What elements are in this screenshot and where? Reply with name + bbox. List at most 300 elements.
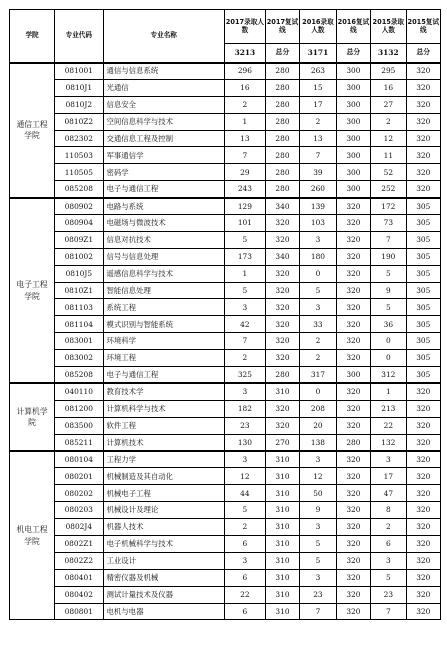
major-name: 军事通信学 bbox=[103, 147, 224, 164]
table-row bbox=[10, 316, 441, 333]
major-code: 080104 bbox=[55, 451, 103, 468]
major-name: 信息安全 bbox=[103, 96, 224, 113]
admitted-2016: 5 bbox=[300, 282, 337, 299]
admitted-2015: 52 bbox=[371, 164, 406, 181]
admitted-2017: 1 bbox=[224, 113, 265, 130]
admitted-2015: 190 bbox=[371, 248, 406, 265]
retest-line-2015: 320 bbox=[406, 79, 440, 96]
retest-line-2016: 300 bbox=[336, 164, 370, 181]
major-code: 110505 bbox=[55, 164, 103, 181]
table-row bbox=[10, 79, 441, 96]
major-name: 电子机械科学与技术 bbox=[103, 535, 224, 552]
admitted-2015: 16 bbox=[371, 79, 406, 96]
table-row bbox=[10, 552, 441, 569]
admitted-2016: 23 bbox=[300, 586, 337, 603]
major-code: 085208 bbox=[55, 181, 103, 198]
retest-line-2017: 280 bbox=[265, 164, 299, 181]
admitted-2016: 208 bbox=[300, 400, 337, 417]
retest-line-2017: 320 bbox=[265, 350, 299, 367]
retest-line-2016: 320 bbox=[336, 417, 370, 434]
admitted-2017: 5 bbox=[224, 502, 265, 519]
major-code: 080401 bbox=[55, 569, 103, 586]
major-code: 0810Z1 bbox=[55, 282, 103, 299]
admitted-2015: 2 bbox=[371, 113, 406, 130]
retest-line-2016: 320 bbox=[336, 586, 370, 603]
header-admitted-2015: 2015录取人数 bbox=[371, 10, 406, 44]
retest-line-2017: 280 bbox=[265, 63, 299, 80]
major-name: 电磁场与微波技术 bbox=[103, 215, 224, 232]
retest-line-2016: 320 bbox=[336, 198, 370, 215]
admitted-2015: 73 bbox=[371, 215, 406, 232]
admitted-2017: 7 bbox=[224, 333, 265, 350]
retest-line-2015: 305 bbox=[406, 282, 440, 299]
retest-line-2016: 320 bbox=[336, 333, 370, 350]
admitted-2016: 3 bbox=[300, 569, 337, 586]
table-header bbox=[10, 10, 441, 63]
header-admitted-2016: 2016录取人数 bbox=[300, 10, 337, 44]
admitted-2016: 17 bbox=[300, 96, 337, 113]
retest-line-2017: 340 bbox=[265, 248, 299, 265]
retest-line-2017: 280 bbox=[265, 367, 299, 384]
admitted-2017: 6 bbox=[224, 569, 265, 586]
table-row bbox=[10, 383, 441, 400]
retest-line-2016: 320 bbox=[336, 248, 370, 265]
major-code: 085208 bbox=[55, 367, 103, 384]
table-body bbox=[10, 63, 441, 620]
major-name: 机械制造及其自动化 bbox=[103, 468, 224, 485]
retest-line-2016: 320 bbox=[336, 350, 370, 367]
header-code: 专业代码 bbox=[55, 10, 103, 63]
admitted-2017: 243 bbox=[224, 181, 265, 198]
table-row bbox=[10, 181, 441, 198]
table-row bbox=[10, 569, 441, 586]
admitted-2015: 213 bbox=[371, 400, 406, 417]
major-name: 软件工程 bbox=[103, 417, 224, 434]
major-code: 080201 bbox=[55, 468, 103, 485]
table-row bbox=[10, 63, 441, 80]
major-name: 计算机技术 bbox=[103, 434, 224, 451]
total-label-2015: 总分 bbox=[406, 44, 440, 63]
admitted-2017: 3 bbox=[224, 552, 265, 569]
total-admitted-2016: 3171 bbox=[300, 44, 337, 63]
admitted-2015: 172 bbox=[371, 198, 406, 215]
admitted-2017: 129 bbox=[224, 198, 265, 215]
retest-line-2015: 320 bbox=[406, 417, 440, 434]
admitted-2017: 101 bbox=[224, 215, 265, 232]
header-retest-line-2017: 2017复试线 bbox=[265, 10, 299, 44]
admitted-2016: 39 bbox=[300, 164, 337, 181]
retest-line-2017: 310 bbox=[265, 535, 299, 552]
admitted-2017: 325 bbox=[224, 367, 265, 384]
major-code: 080402 bbox=[55, 586, 103, 603]
major-code: 110503 bbox=[55, 147, 103, 164]
admitted-2017: 6 bbox=[224, 603, 265, 620]
college-name: 机电工程学院 bbox=[10, 451, 55, 620]
major-code: 080904 bbox=[55, 215, 103, 232]
retest-line-2015: 320 bbox=[406, 63, 440, 80]
major-name: 教育技术学 bbox=[103, 383, 224, 400]
admitted-2015: 9 bbox=[371, 282, 406, 299]
retest-line-2017: 310 bbox=[265, 552, 299, 569]
admitted-2017: 1 bbox=[224, 265, 265, 282]
major-code: 0809Z1 bbox=[55, 231, 103, 248]
retest-line-2015: 305 bbox=[406, 333, 440, 350]
admitted-2016: 3 bbox=[300, 451, 337, 468]
major-name: 工程力学 bbox=[103, 451, 224, 468]
admitted-2015: 2 bbox=[371, 519, 406, 536]
table-row bbox=[10, 519, 441, 536]
retest-line-2015: 305 bbox=[406, 198, 440, 215]
admitted-2017: 42 bbox=[224, 316, 265, 333]
retest-line-2017: 310 bbox=[265, 383, 299, 400]
major-code: 080902 bbox=[55, 198, 103, 215]
major-code: 083500 bbox=[55, 417, 103, 434]
admitted-2015: 252 bbox=[371, 181, 406, 198]
table-row bbox=[10, 468, 441, 485]
table-row bbox=[10, 248, 441, 265]
header-college: 学院 bbox=[10, 10, 55, 63]
retest-line-2017: 280 bbox=[265, 113, 299, 130]
major-code: 081001 bbox=[55, 63, 103, 80]
admitted-2015: 3 bbox=[371, 552, 406, 569]
admitted-2016: 0 bbox=[300, 383, 337, 400]
admission-table-container bbox=[9, 9, 441, 620]
total-label-2017: 总分 bbox=[265, 44, 299, 63]
table-row bbox=[10, 130, 441, 147]
major-code: 081002 bbox=[55, 248, 103, 265]
major-name: 空间信息科学与技术 bbox=[103, 113, 224, 130]
retest-line-2016: 300 bbox=[336, 147, 370, 164]
admitted-2016: 2 bbox=[300, 350, 337, 367]
retest-line-2015: 305 bbox=[406, 316, 440, 333]
retest-line-2017: 270 bbox=[265, 434, 299, 451]
admitted-2017: 3 bbox=[224, 451, 265, 468]
major-code: 081200 bbox=[55, 400, 103, 417]
retest-line-2016: 320 bbox=[336, 552, 370, 569]
major-code: 082302 bbox=[55, 130, 103, 147]
retest-line-2015: 320 bbox=[406, 468, 440, 485]
header-retest-line-2016: 2016复试线 bbox=[336, 10, 370, 44]
admitted-2017: 12 bbox=[224, 468, 265, 485]
retest-line-2017: 320 bbox=[265, 400, 299, 417]
retest-line-2017: 280 bbox=[265, 181, 299, 198]
retest-line-2016: 320 bbox=[336, 215, 370, 232]
retest-line-2015: 320 bbox=[406, 400, 440, 417]
major-code: 083002 bbox=[55, 350, 103, 367]
admitted-2017: 296 bbox=[224, 63, 265, 80]
retest-line-2017: 310 bbox=[265, 603, 299, 620]
retest-line-2017: 280 bbox=[265, 96, 299, 113]
retest-line-2016: 280 bbox=[336, 434, 370, 451]
admitted-2015: 0 bbox=[371, 333, 406, 350]
admitted-2015: 7 bbox=[371, 603, 406, 620]
retest-line-2016: 320 bbox=[336, 383, 370, 400]
admitted-2016: 20 bbox=[300, 417, 337, 434]
retest-line-2016: 320 bbox=[336, 299, 370, 316]
admitted-2015: 11 bbox=[371, 147, 406, 164]
major-code: 0810J1 bbox=[55, 79, 103, 96]
major-name: 环境工程 bbox=[103, 350, 224, 367]
retest-line-2015: 320 bbox=[406, 552, 440, 569]
table-row bbox=[10, 198, 441, 215]
major-name: 信息对抗技术 bbox=[103, 231, 224, 248]
college-name: 通信工程学院 bbox=[10, 63, 55, 198]
major-name: 光通信 bbox=[103, 79, 224, 96]
admitted-2016: 2 bbox=[300, 113, 337, 130]
major-code: 081104 bbox=[55, 316, 103, 333]
major-code: 080203 bbox=[55, 502, 103, 519]
admitted-2015: 5 bbox=[371, 299, 406, 316]
admitted-2017: 16 bbox=[224, 79, 265, 96]
admitted-2017: 6 bbox=[224, 535, 265, 552]
retest-line-2017: 320 bbox=[265, 299, 299, 316]
retest-line-2017: 320 bbox=[265, 282, 299, 299]
retest-line-2016: 320 bbox=[336, 569, 370, 586]
major-code: 080801 bbox=[55, 603, 103, 620]
admitted-2017: 44 bbox=[224, 485, 265, 502]
major-name: 环境科学 bbox=[103, 333, 224, 350]
retest-line-2015: 305 bbox=[406, 231, 440, 248]
admitted-2016: 0 bbox=[300, 265, 337, 282]
retest-line-2017: 320 bbox=[265, 417, 299, 434]
admitted-2015: 7 bbox=[371, 231, 406, 248]
major-code: 0810J2 bbox=[55, 96, 103, 113]
major-name: 遥感信息科学与技术 bbox=[103, 265, 224, 282]
admitted-2016: 5 bbox=[300, 535, 337, 552]
table-row bbox=[10, 96, 441, 113]
admitted-2016: 13 bbox=[300, 130, 337, 147]
admitted-2016: 3 bbox=[300, 231, 337, 248]
table-row bbox=[10, 350, 441, 367]
retest-line-2017: 320 bbox=[265, 265, 299, 282]
major-code: 040110 bbox=[55, 383, 103, 400]
retest-line-2016: 320 bbox=[336, 535, 370, 552]
admitted-2016: 3 bbox=[300, 519, 337, 536]
retest-line-2015: 320 bbox=[406, 96, 440, 113]
header-name: 专业名称 bbox=[103, 10, 224, 63]
retest-line-2017: 310 bbox=[265, 451, 299, 468]
admitted-2016: 3 bbox=[300, 299, 337, 316]
admitted-2015: 12 bbox=[371, 130, 406, 147]
table-row bbox=[10, 265, 441, 282]
admitted-2016: 260 bbox=[300, 181, 337, 198]
admitted-2016: 50 bbox=[300, 485, 337, 502]
retest-line-2015: 320 bbox=[406, 147, 440, 164]
admitted-2015: 295 bbox=[371, 63, 406, 80]
retest-line-2015: 320 bbox=[406, 451, 440, 468]
major-code: 0810J5 bbox=[55, 265, 103, 282]
major-name: 信号与信息处理 bbox=[103, 248, 224, 265]
retest-line-2017: 320 bbox=[265, 333, 299, 350]
admitted-2015: 22 bbox=[371, 417, 406, 434]
retest-line-2015: 320 bbox=[406, 164, 440, 181]
admitted-2016: 139 bbox=[300, 198, 337, 215]
retest-line-2015: 305 bbox=[406, 265, 440, 282]
retest-line-2015: 320 bbox=[406, 383, 440, 400]
retest-line-2016: 300 bbox=[336, 79, 370, 96]
retest-line-2016: 320 bbox=[336, 400, 370, 417]
total-label-2016: 总分 bbox=[336, 44, 370, 63]
admitted-2016: 2 bbox=[300, 333, 337, 350]
major-code: 0802Z1 bbox=[55, 535, 103, 552]
major-name: 电路与系统 bbox=[103, 198, 224, 215]
retest-line-2015: 320 bbox=[406, 586, 440, 603]
admitted-2015: 23 bbox=[371, 586, 406, 603]
retest-line-2016: 320 bbox=[336, 265, 370, 282]
table-row bbox=[10, 502, 441, 519]
admitted-2017: 5 bbox=[224, 282, 265, 299]
retest-line-2016: 320 bbox=[336, 468, 370, 485]
retest-line-2017: 310 bbox=[265, 468, 299, 485]
major-name: 计算机科学与技术 bbox=[103, 400, 224, 417]
retest-line-2015: 320 bbox=[406, 519, 440, 536]
retest-line-2015: 320 bbox=[406, 535, 440, 552]
admitted-2016: 7 bbox=[300, 147, 337, 164]
admitted-2015: 312 bbox=[371, 367, 406, 384]
major-name: 工业设计 bbox=[103, 552, 224, 569]
retest-line-2017: 310 bbox=[265, 586, 299, 603]
admitted-2017: 182 bbox=[224, 400, 265, 417]
admitted-2015: 132 bbox=[371, 434, 406, 451]
major-name: 系统工程 bbox=[103, 299, 224, 316]
total-admitted-2017: 3213 bbox=[224, 44, 265, 63]
retest-line-2015: 305 bbox=[406, 215, 440, 232]
admitted-2017: 23 bbox=[224, 417, 265, 434]
retest-line-2015: 320 bbox=[406, 569, 440, 586]
admitted-2015: 8 bbox=[371, 502, 406, 519]
admitted-2015: 6 bbox=[371, 535, 406, 552]
retest-line-2015: 320 bbox=[406, 485, 440, 502]
admitted-2017: 7 bbox=[224, 147, 265, 164]
retest-line-2015: 320 bbox=[406, 603, 440, 620]
major-name: 机械设计及理论 bbox=[103, 502, 224, 519]
admitted-2015: 3 bbox=[371, 451, 406, 468]
major-name: 测试计量技术及仪器 bbox=[103, 586, 224, 603]
retest-line-2015: 305 bbox=[406, 367, 440, 384]
retest-line-2016: 320 bbox=[336, 316, 370, 333]
admitted-2017: 130 bbox=[224, 434, 265, 451]
table-row bbox=[10, 603, 441, 620]
retest-line-2016: 320 bbox=[336, 502, 370, 519]
header-retest-line-2015: 2015复试线 bbox=[406, 10, 440, 44]
admitted-2016: 103 bbox=[300, 215, 337, 232]
table-row bbox=[10, 434, 441, 451]
major-name: 机器人技术 bbox=[103, 519, 224, 536]
retest-line-2016: 300 bbox=[336, 63, 370, 80]
table-row bbox=[10, 400, 441, 417]
retest-line-2017: 280 bbox=[265, 130, 299, 147]
retest-line-2015: 320 bbox=[406, 434, 440, 451]
retest-line-2017: 280 bbox=[265, 147, 299, 164]
admitted-2016: 317 bbox=[300, 367, 337, 384]
major-code: 081103 bbox=[55, 299, 103, 316]
admitted-2017: 3 bbox=[224, 299, 265, 316]
retest-line-2015: 320 bbox=[406, 181, 440, 198]
admitted-2015: 47 bbox=[371, 485, 406, 502]
admitted-2017: 2 bbox=[224, 350, 265, 367]
table-row bbox=[10, 231, 441, 248]
retest-line-2015: 305 bbox=[406, 299, 440, 316]
retest-line-2017: 320 bbox=[265, 316, 299, 333]
admitted-2016: 9 bbox=[300, 502, 337, 519]
admitted-2015: 1 bbox=[371, 383, 406, 400]
major-name: 精密仪器及机械 bbox=[103, 569, 224, 586]
table-row bbox=[10, 147, 441, 164]
major-code: 085211 bbox=[55, 434, 103, 451]
header-admitted-2017: 2017录取人数 bbox=[224, 10, 265, 44]
admitted-2017: 29 bbox=[224, 164, 265, 181]
college-name: 电子工程学院 bbox=[10, 198, 55, 384]
major-name: 模式识别与智能系统 bbox=[103, 316, 224, 333]
retest-line-2016: 300 bbox=[336, 181, 370, 198]
retest-line-2015: 305 bbox=[406, 248, 440, 265]
major-name: 通信与信息系统 bbox=[103, 63, 224, 80]
major-name: 交通信息工程及控制 bbox=[103, 130, 224, 147]
major-code: 080202 bbox=[55, 485, 103, 502]
retest-line-2017: 320 bbox=[265, 215, 299, 232]
admitted-2017: 13 bbox=[224, 130, 265, 147]
table-row bbox=[10, 299, 441, 316]
admission-table bbox=[9, 9, 441, 620]
admitted-2017: 3 bbox=[224, 383, 265, 400]
retest-line-2016: 300 bbox=[336, 130, 370, 147]
retest-line-2015: 320 bbox=[406, 502, 440, 519]
total-admitted-2015: 3132 bbox=[371, 44, 406, 63]
table-row bbox=[10, 215, 441, 232]
admitted-2016: 7 bbox=[300, 603, 337, 620]
admitted-2016: 5 bbox=[300, 552, 337, 569]
retest-line-2017: 340 bbox=[265, 198, 299, 215]
retest-line-2015: 305 bbox=[406, 350, 440, 367]
major-code: 083001 bbox=[55, 333, 103, 350]
table-row bbox=[10, 485, 441, 502]
retest-line-2017: 310 bbox=[265, 485, 299, 502]
major-name: 密码学 bbox=[103, 164, 224, 181]
major-name: 电子与通信工程 bbox=[103, 181, 224, 198]
admitted-2017: 173 bbox=[224, 248, 265, 265]
retest-line-2016: 300 bbox=[336, 113, 370, 130]
retest-line-2016: 320 bbox=[336, 282, 370, 299]
admitted-2016: 180 bbox=[300, 248, 337, 265]
retest-line-2017: 310 bbox=[265, 502, 299, 519]
retest-line-2017: 310 bbox=[265, 569, 299, 586]
admitted-2016: 263 bbox=[300, 63, 337, 80]
retest-line-2015: 320 bbox=[406, 113, 440, 130]
admitted-2016: 12 bbox=[300, 468, 337, 485]
table-row bbox=[10, 451, 441, 468]
retest-line-2015: 320 bbox=[406, 130, 440, 147]
retest-line-2016: 320 bbox=[336, 231, 370, 248]
table-row bbox=[10, 417, 441, 434]
admitted-2015: 5 bbox=[371, 265, 406, 282]
admitted-2017: 2 bbox=[224, 519, 265, 536]
major-name: 电机与电器 bbox=[103, 603, 224, 620]
admitted-2016: 33 bbox=[300, 316, 337, 333]
admitted-2015: 17 bbox=[371, 468, 406, 485]
table-row bbox=[10, 282, 441, 299]
admitted-2015: 36 bbox=[371, 316, 406, 333]
retest-line-2016: 320 bbox=[336, 485, 370, 502]
table-row bbox=[10, 367, 441, 384]
admitted-2015: 0 bbox=[371, 350, 406, 367]
major-code: 0802J4 bbox=[55, 519, 103, 536]
retest-line-2016: 300 bbox=[336, 96, 370, 113]
admitted-2015: 5 bbox=[371, 569, 406, 586]
college-name: 计算机学院 bbox=[10, 383, 55, 451]
table-row bbox=[10, 586, 441, 603]
admitted-2017: 2 bbox=[224, 96, 265, 113]
retest-line-2016: 320 bbox=[336, 519, 370, 536]
